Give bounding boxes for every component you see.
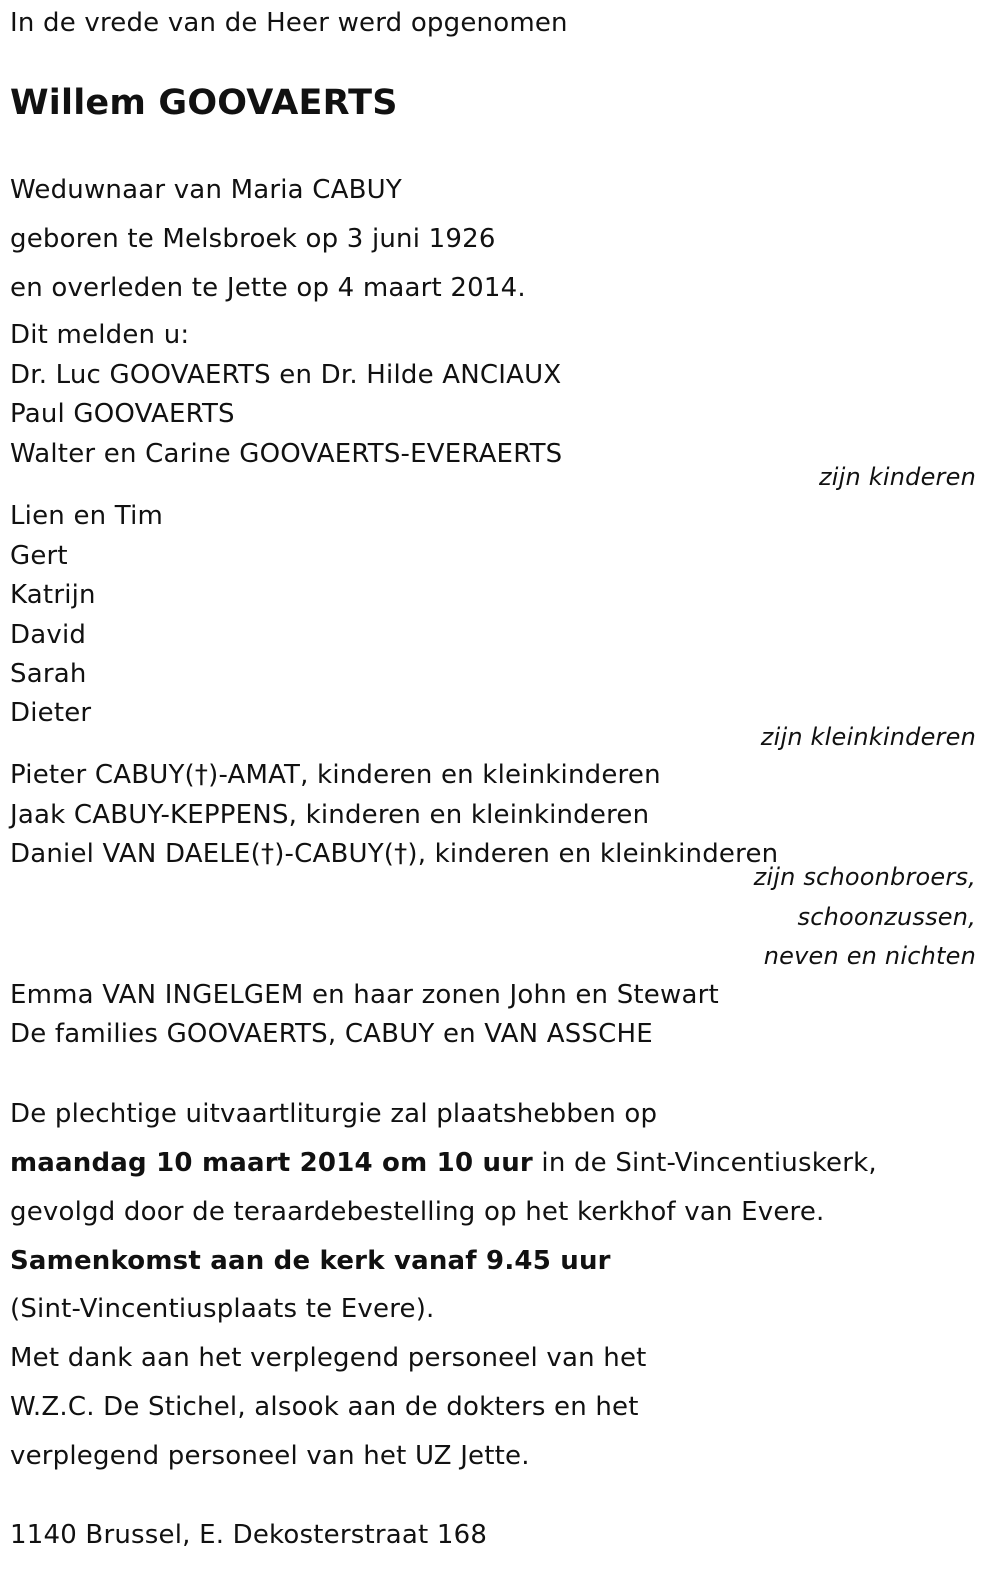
grandchildren-label: zijn kleinkinderen: [760, 723, 976, 751]
other-relative-line: Emma VAN INGELGEM en haar zonen John en Stewart: [10, 980, 719, 1010]
funeral-line: gevolgd door de teraardebestelling op het kerkhof van Evere.: [10, 1197, 825, 1227]
grandchild-line: Katrijn: [10, 580, 96, 610]
grandchild-line: Sarah: [10, 659, 87, 689]
inlaw-line: Pieter CABUY(†)-AMAT, kinderen en kleinkinderen: [10, 760, 661, 790]
intro-line: Weduwnaar van Maria CABUY: [10, 175, 402, 205]
thanks-line: W.Z.C. De Stichel, alsook aan de dokters en het: [10, 1392, 639, 1422]
grandchild-line: Dieter: [10, 698, 92, 728]
child-line: Walter en Carine GOOVAERTS-EVERAERTS: [10, 439, 563, 469]
announcer-label: Dit melden u:: [10, 320, 190, 350]
child-line: Dr. Luc GOOVAERTS en Dr. Hilde ANCIAUX: [10, 360, 562, 390]
children-label: zijn kinderen: [819, 463, 976, 491]
thanks-line: verplegend personeel van het UZ Jette.: [10, 1441, 530, 1471]
inlaws-label: schoonzussen,: [797, 903, 976, 931]
funeral-date: maandag 10 maart 2014 om 10 uur: [10, 1148, 533, 1178]
funeral-line: De plechtige uitvaartliturgie zal plaatshebben op: [10, 1099, 658, 1129]
gathering-line: [10, 1248, 611, 1274]
gathering-time: Samenkomst aan de kerk vanaf 9.45 uur: [10, 1246, 611, 1276]
heading: In de vrede van de Heer werd opgenomen: [10, 8, 568, 38]
address: 1140 Brussel, E. Dekosterstraat 168: [10, 1520, 488, 1550]
child-line: Paul GOOVAERTS: [10, 399, 235, 429]
intro-line: en overleden te Jette op 4 maart 2014.: [10, 273, 526, 303]
other-relative-line: De families GOOVAERTS, CABUY en VAN ASSCHE: [10, 1019, 653, 1049]
inlaws-label: neven en nichten: [763, 942, 976, 970]
thanks-line: Met dank aan het verplegend personeel van het: [10, 1343, 647, 1373]
grandchild-line: Lien en Tim: [10, 501, 164, 531]
funeral-date-line: [10, 1150, 877, 1176]
deceased-name: Willem GOOVAERTS: [10, 83, 398, 123]
grandchild-line: Gert: [10, 541, 68, 571]
inlaw-line: Daniel VAN DAELE(†)-CABUY(†), kinderen en kleinkinderen: [10, 839, 779, 869]
inlaws-label: zijn schoonbroers,: [753, 863, 976, 891]
intro-line: geboren te Melsbroek op 3 juni 1926: [10, 224, 496, 254]
funeral-church: in de Sint-Vincentiuskerk,: [532, 1148, 877, 1178]
funeral-line: (Sint-Vincentiusplaats te Evere).: [10, 1294, 435, 1324]
grandchild-line: David: [10, 620, 87, 650]
inlaw-line: Jaak CABUY-KEPPENS, kinderen en kleinkinderen: [10, 800, 650, 830]
